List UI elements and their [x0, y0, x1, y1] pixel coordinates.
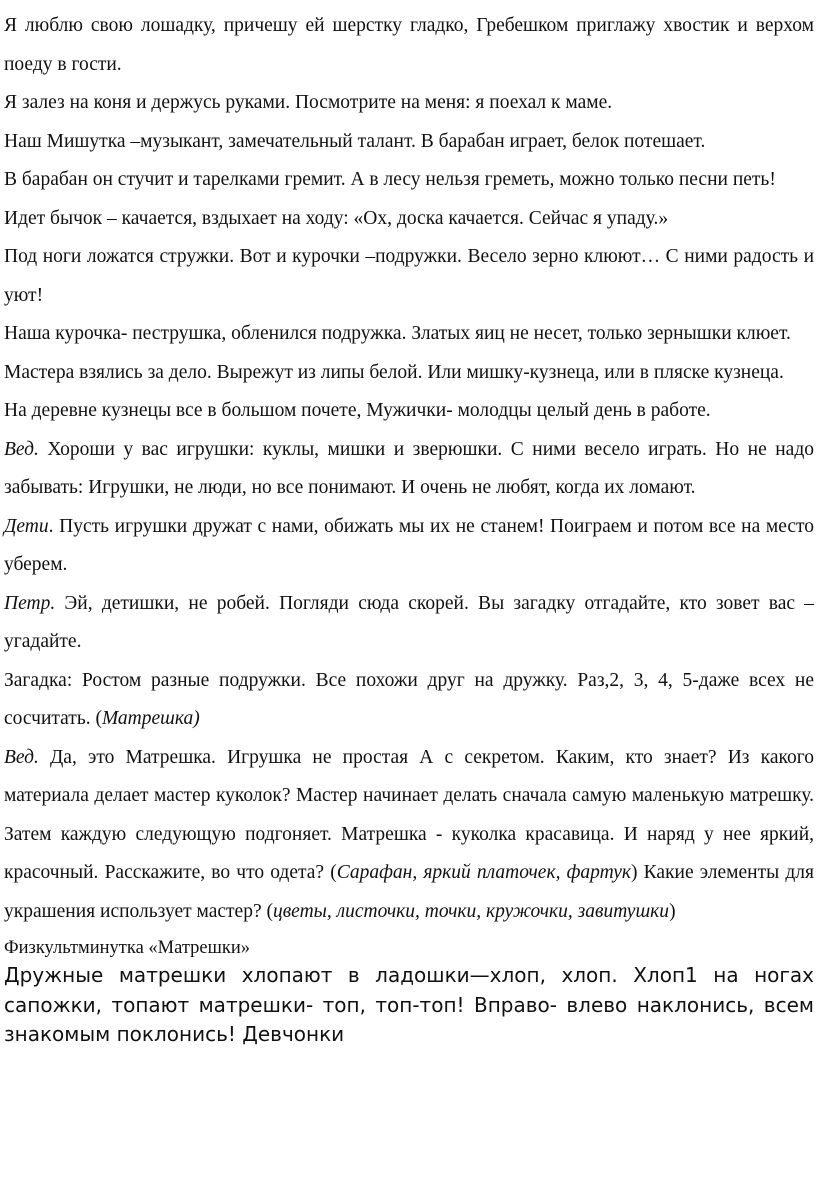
paragraph	[4, 431, 814, 508]
riddle-answer: Матрешка)	[101, 708, 200, 729]
ved-paragraph	[4, 739, 814, 932]
paragraph-text: Идет бычок – качается, вздыхает на ходу: «Ох, доска качается. Сейчас я упаду.»	[4, 207, 669, 229]
paragraph-text: В барабан он стучит и тарелками гремит. А в лесу нельзя греметь, можно только песни петь!	[4, 169, 776, 190]
speaker-label: Петр.	[4, 592, 56, 614]
riddle-text: Загадка: Ростом разные подружки. Все похожи друг на дружку. Раз,2, 3, 4, 5-даже всех не сосчитать. (	[4, 669, 814, 729]
fizkult-text: Дружные матрешки хлопают в ладошки—хлоп, хлоп. Хлоп1 на ногах сапожки, топают матрешки- топ, топ-топ! Вправо- влево наклонись, всем знакомым поклонись! Девчонки	[4, 963, 814, 1046]
paragraph-text: Да, это Матрешка. Игрушка не простая А с секретом. Каким, кто знает? Из какого материала делает мастер куколок? Мастер начинает делать сначала самую маленькую матрешку. Затем каждую следующую подгоняет. Матрешка - куколка красавица. И наряд у нее яркий, красочный. Расскажите, во что одета? (	[4, 746, 814, 883]
paragraph	[4, 585, 814, 662]
speaker-label: Дети	[4, 515, 49, 537]
paragraph-text: )	[669, 900, 676, 922]
paragraph	[4, 354, 814, 393]
paragraph	[4, 238, 814, 315]
paragraph-text: Я залез на коня и держусь руками. Посмотрите на меня: я поехал к маме.	[4, 92, 613, 113]
fizkult-title: Физкультминутка «Матрешки»	[4, 938, 251, 958]
speaker-label: Вед.	[4, 746, 39, 768]
paragraph	[4, 0, 814, 84]
paragraph-text: Наш Мишутка –музыкант, замечательный талант. В барабан играет, белок потешает.	[4, 130, 706, 152]
paragraph	[4, 200, 814, 239]
paragraph-list	[4, 0, 814, 662]
paragraph-text: . Пусть игрушки дружат с нами, обижать мы их не станем! Поиграем и потом все на место уберем.	[4, 515, 814, 575]
paragraph-text: Я люблю свою лошадку, причешу ей шерстку гладко, Гребешком приглажу хвостик и верхом поеду в гости.	[4, 15, 814, 75]
paragraph	[4, 508, 814, 585]
answer-text: Сарафан, яркий платочек, фартук	[336, 862, 632, 883]
paragraph	[4, 315, 814, 354]
paragraph-text: Хороши у вас игрушки: куклы, мишки и зверюшки. С ними весело играть. Но не надо забывать: Игрушки, не люди, но все понимают. И очень не любят, когда их ломают.	[4, 438, 814, 498]
paragraph-text: Под ноги ложатся стружки. Вот и курочки –подружки. Весело зерно клюют… С ними радость и уют!	[4, 246, 814, 306]
document-page	[4, 0, 814, 1050]
paragraph-text: На деревне кузнецы все в большом почете, Мужички- молодцы целый день в работе.	[4, 400, 711, 421]
riddle-paragraph	[4, 662, 814, 739]
paragraph-text: ) Какие элементы для украшения использует мастер? (	[4, 862, 814, 922]
paragraph	[4, 161, 814, 200]
paragraph-text: Эй, детишки, не робей. Погляди сюда скорей. Вы загадку отгадайте, кто зовет вас – угадайте.	[4, 592, 814, 652]
paragraph	[4, 123, 814, 162]
answer-text: цветы, листочки, точки, кружочки, завитушки	[272, 900, 670, 922]
speaker-label: Вед.	[4, 438, 39, 460]
paragraph	[4, 84, 814, 123]
paragraph	[4, 392, 814, 431]
paragraph-text: Мастера взялись за дело. Вырежут из липы белой. Или мишку-кузнеца, или в пляске кузнеца.	[4, 361, 784, 383]
paragraph-text: Наша курочка- пеструшка, обленился подружка. Златых яиц не несет, только зернышки клюет.	[4, 323, 791, 344]
